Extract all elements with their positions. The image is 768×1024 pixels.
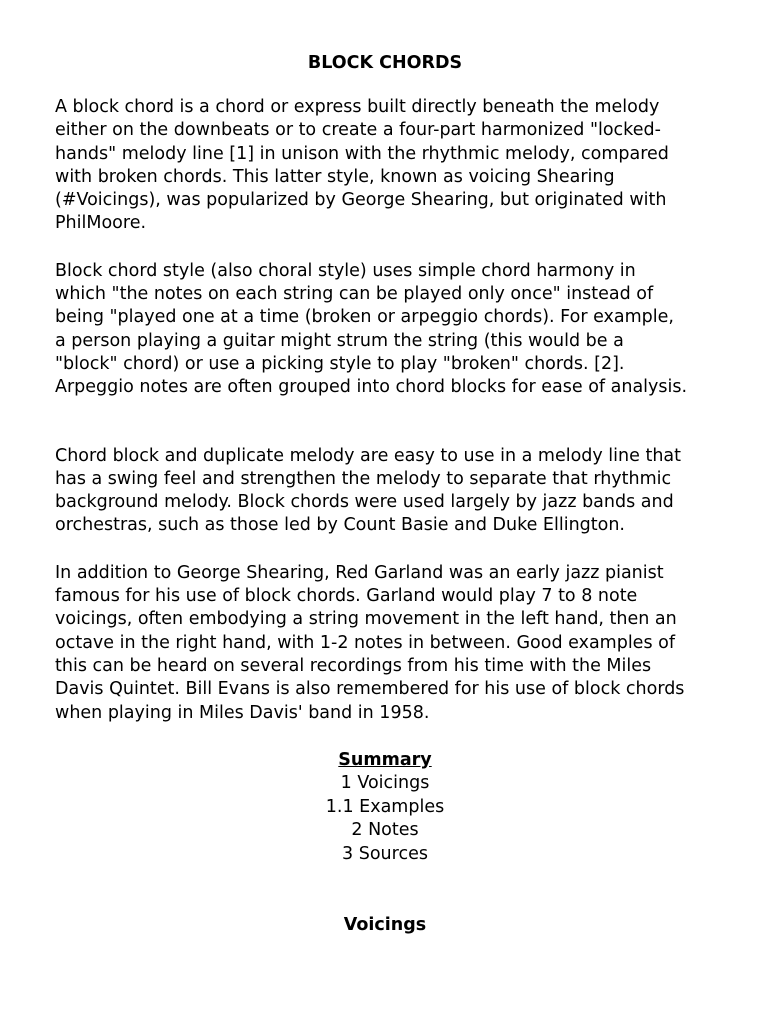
text-line: orchestras, such as those led by Count Basie and Duke Ellington. bbox=[55, 515, 625, 536]
text-line: with broken chords. This latter style, known as voicing Shearing bbox=[55, 166, 615, 187]
paragraph-history bbox=[55, 562, 715, 725]
text-line: either on the downbeats or to create a four-part harmonized "locked- bbox=[55, 120, 661, 141]
text-line: PhilMoore. bbox=[55, 213, 147, 234]
text-line: (#Voicings), was popularized by George Shearing, but originated with bbox=[55, 190, 667, 211]
text-line: background melody. Block chords were used largely by jazz bands and bbox=[55, 492, 674, 513]
text-line: Chord block and duplicate melody are easy to use in a melody line that bbox=[55, 445, 681, 466]
summary-heading: Summary bbox=[338, 749, 432, 770]
text-line: famous for his use of block chords. Garland would play 7 to 8 note bbox=[55, 586, 638, 607]
toc-item-sources[interactable]: 3 Sources bbox=[342, 843, 428, 864]
text-line: being "played one at a time (broken or arpeggio chords). For example, bbox=[55, 307, 674, 328]
paragraph-style bbox=[55, 260, 715, 400]
text-line: a person playing a guitar might strum the string (this would be a bbox=[55, 330, 624, 351]
text-line: Block chord style (also choral style) uses simple chord harmony in bbox=[55, 260, 636, 281]
text-line: In addition to George Shearing, Red Garland was an early jazz pianist bbox=[55, 562, 664, 583]
toc-item-examples[interactable]: 1.1 Examples bbox=[325, 796, 445, 817]
paragraph-intro bbox=[55, 96, 715, 236]
text-line: "block" chord) or use a picking style to play "broken" chords. [2]. bbox=[55, 353, 625, 374]
text-line: which "the notes on each string can be played only once" instead of bbox=[55, 284, 654, 305]
toc-item-voicings[interactable]: 1 Voicings bbox=[340, 773, 430, 794]
text-line: when playing in Miles Davis' band in 1958. bbox=[55, 702, 430, 723]
text-line: Arpeggio notes are often grouped into chord blocks for ease of analysis. bbox=[55, 377, 688, 398]
text-line: octave in the right hand, with 1-2 notes in between. Good examples of bbox=[55, 632, 675, 653]
document-page bbox=[55, 52, 715, 937]
paragraph-usage bbox=[55, 445, 715, 538]
text-line: hands" melody line [1] in unison with the rhythmic melody, compared bbox=[55, 143, 669, 164]
text-line: A block chord is a chord or express built directly beneath the melody bbox=[55, 97, 660, 117]
text-line: has a swing feel and strengthen the melody to separate that rhythmic bbox=[55, 468, 672, 489]
text-line: Davis Quintet. Bill Evans is also remembered for his use of block chords bbox=[55, 679, 685, 700]
summary-toc bbox=[55, 749, 715, 867]
section-heading-voicings: Voicings bbox=[343, 915, 427, 936]
document-title: BLOCK CHORDS bbox=[307, 53, 463, 73]
text-line: voicings, often embodying a string movement in the left hand, then an bbox=[55, 609, 677, 630]
toc-item-notes[interactable]: 2 Notes bbox=[351, 820, 419, 841]
text-line: this can be heard on several recordings from his time with the Miles bbox=[55, 655, 652, 676]
